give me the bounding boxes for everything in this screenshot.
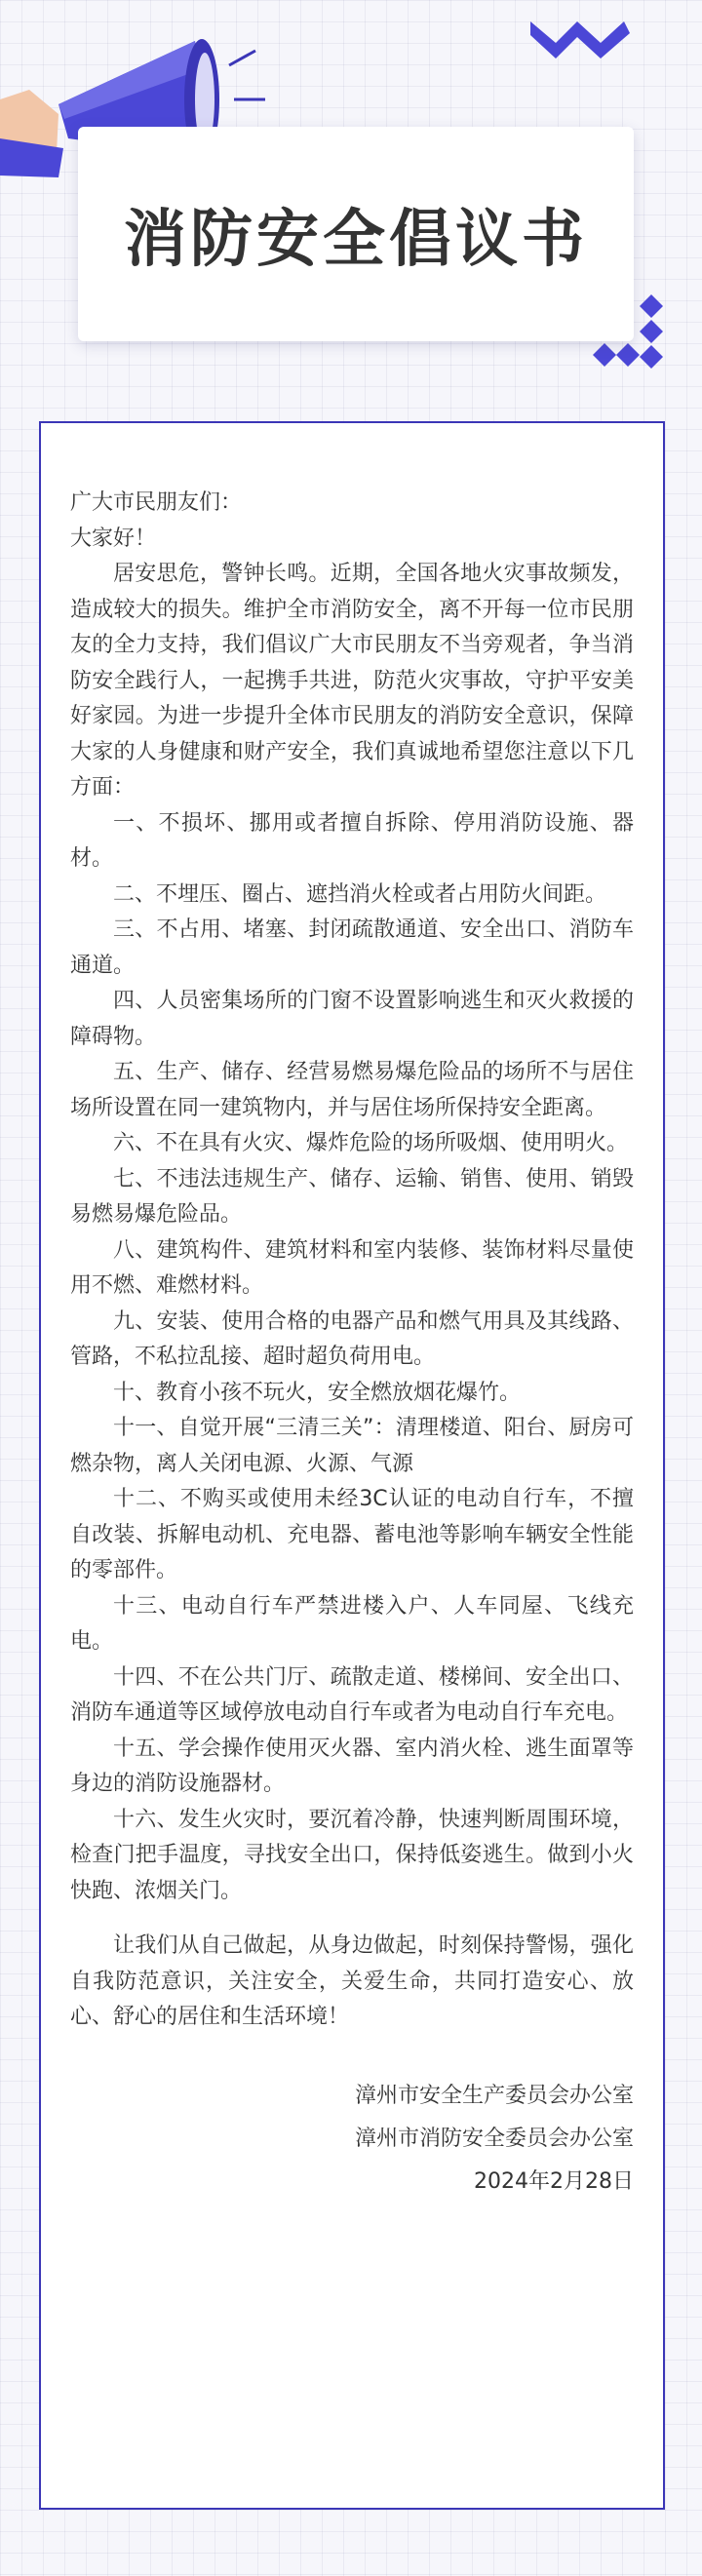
list-item: 二、不埋压、圈占、遮挡消火栓或者占用防火间距。 [113,881,607,907]
list-item: 一、不损坏、挪用或者擅自拆除、停用消防设施、器材。 [70,810,634,871]
list-item: 十一、自觉开展“三清三关”：清理楼道、阳台、厨房可燃杂物，离人关闭电源、火源、气源 [70,1416,634,1476]
closing-paragraph: 让我们从自己做起，从身边做起，时刻保持警惕，强化自我防范意识，关注安全，关爱生命，共同打造安心、放心、舒心的居住和生活环境！ [70,1933,634,2029]
salutation: 大家好！ [70,526,157,551]
list-item: 八、建筑构件、建筑材料和室内装修、装饰材料尽量使用不燃、难燃材料。 [70,1237,634,1298]
list-item: 九、安装、使用合格的电器产品和燃气用具及其线路、管路，不私拉乱接、超时超负荷用电。 [70,1308,634,1369]
intro-paragraph: 居安思危，警钟长鸣。近期，全国各地火灾事故频发，造成较大的损失。维护全市消防安全，离不开每一位市民朋友的全力支持，我们倡议广大市民朋友不当旁观者，争当消防安全践行人，一起携手共进，防范火灾事故，守护平安美好家园。为进一步提升全体市民朋友的消防安全意识，保障大家的人身健康和财产安全，我们真诚地希望您注意以下几方面： [70,562,634,800]
signature-org-2: 漳州市消防安全委员会办公室 [354,2126,634,2151]
list-item: 十六、发生火灾时，要沉着冷静，快速判断周围环境，检查门把手温度，寻找安全出口，保持低姿逃生。做到小火快跑、浓烟关门。 [70,1807,634,1903]
list-item: 十四、不在公共门厅、疏散走道、楼梯间、安全出口、消防车通道等区域停放电动自行车或者为电动自行车充电。 [70,1664,634,1725]
list-item: 十五、学会操作使用灭火器、室内消火栓、逃生面罩等身边的消防设施器材。 [70,1736,634,1796]
letter-body [39,421,665,2510]
page-title: 消防安全倡议书 [124,204,588,276]
list-item: 十三、电动自行车严禁进楼入户、人车同屋、飞线充电。 [70,1593,634,1654]
list-item: 三、不占用、堵塞、封闭疏散通道、安全出口、消防车通道。 [70,917,634,978]
list-item: 十、教育小孩不玩火，安全燃放烟花爆竹。 [113,1380,522,1405]
signature-org-1: 漳州市安全生产委员会办公室 [354,2083,634,2108]
zigzag-decoration [526,14,634,68]
greeting: 广大市民朋友们： [70,490,243,515]
list-item: 七、不违法违规生产、储存、运输、销售、使用、销毁易燃易爆危险品。 [70,1166,634,1227]
title-card [78,127,634,341]
list-item: 五、生产、储存、经营易燃易爆危险品的场所不与居住场所设置在同一建筑物内，并与居住场所保持安全距离。 [70,1060,634,1120]
list-item: 四、人员密集场所的门窗不设置影响逃生和灭火救援的障碍物。 [70,989,634,1049]
list-item: 六、不在具有火灾、爆炸危险的场所吸烟、使用明火。 [113,1131,629,1155]
signature-date: 2024年2月28日 [474,2168,634,2194]
list-item: 十二、不购买或使用未经3C认证的电动自行车，不擅自改装、拆解电动机、充电器、蓄电池等影响车辆安全性能的零部件。 [70,1487,634,1582]
signature-block [70,2075,634,2204]
